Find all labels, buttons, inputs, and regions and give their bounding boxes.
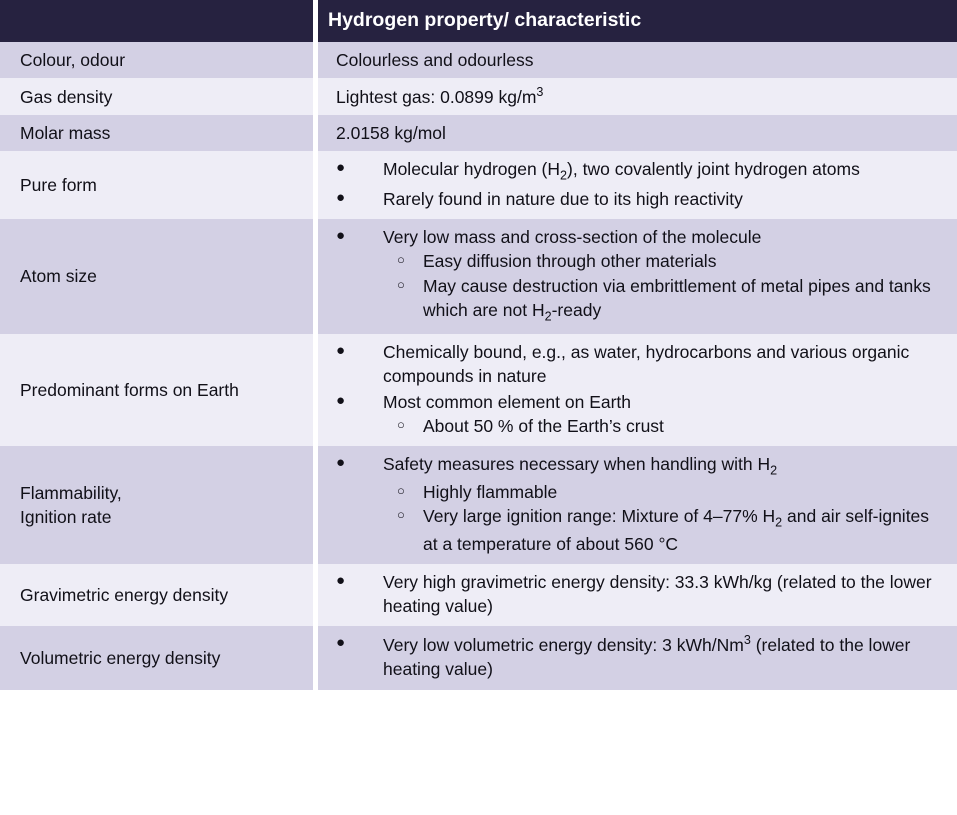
sub-bullet-item [383, 249, 945, 273]
bullet-dot-icon: ● [336, 189, 346, 207]
table-row [0, 446, 957, 564]
row-label: Atom size [0, 219, 313, 333]
bullet-text-cont: (related to the lower heating value) [383, 635, 911, 680]
row-label: Colour, odour [0, 42, 313, 78]
bullet-text: Very large ignition range: Mixture of 4–77% H [423, 506, 776, 527]
bullet-item [328, 570, 945, 618]
bullet-item [328, 157, 945, 185]
bullet-text: Most common element on Earth [383, 391, 632, 412]
row-value [318, 446, 957, 564]
bullet-circle-icon: ○ [397, 483, 405, 498]
bullet-dot-icon: ● [336, 341, 346, 359]
bullet-text: Very high gravimetric energy density: 33.3 kWh/kg (related to the lower heating value) [383, 572, 932, 617]
table-row [0, 219, 957, 333]
bullet-dot-icon: ● [336, 572, 346, 590]
row-label: Predominant forms on Earth [0, 334, 313, 447]
bullet-list [328, 570, 945, 618]
row-label: Flammability, Ignition rate [0, 446, 313, 564]
sub-bullet-item [383, 414, 945, 438]
value-text [328, 84, 945, 109]
bullet-circle-icon: ○ [397, 252, 405, 268]
bullet-circle-icon: ○ [397, 276, 405, 292]
bullet-text-cont: ), two covalently joint hydrogen atoms [567, 159, 860, 180]
bullet-list [328, 340, 945, 439]
row-value [318, 151, 957, 219]
bullet-dot-icon: ● [336, 391, 346, 409]
bullet-list [328, 452, 945, 556]
bullet-item [328, 452, 945, 556]
value-text: Colourless and odourless [336, 50, 534, 70]
sub-bullet-list [383, 249, 945, 325]
row-value [318, 115, 957, 151]
row-value [318, 78, 957, 115]
bullet-list [328, 157, 945, 211]
bullet-item [328, 390, 945, 438]
bullet-item [328, 225, 945, 325]
bullet-list [328, 632, 945, 681]
subscript-text: 2 [560, 168, 568, 183]
row-value [318, 42, 957, 78]
row-label: Molar mass [0, 115, 313, 151]
subscript-text: 2 [775, 515, 783, 530]
superscript-text: 3 [536, 85, 544, 100]
bullet-text: Rarely found in nature due to its high reactivity [383, 189, 743, 210]
bullet-text: Easy diffusion through other materials [423, 251, 717, 272]
row-label: Gravimetric energy density [0, 564, 313, 626]
table-row [0, 42, 957, 78]
sub-bullet-item [383, 504, 945, 556]
header-cell-value-column: Hydrogen property/ characteristic [318, 0, 957, 42]
row-value [318, 219, 957, 333]
table-body [0, 42, 957, 690]
header-row [0, 0, 957, 42]
table-row [0, 334, 957, 447]
table-row [0, 564, 957, 626]
table-row [0, 626, 957, 689]
row-value [318, 564, 957, 626]
bullet-text-cont: and air self-ignites at a temperature of about 560 °C [423, 506, 930, 555]
bullet-list [328, 225, 945, 325]
sub-bullet-list [383, 480, 945, 556]
table-header [0, 0, 957, 42]
subscript-text: 2 [770, 463, 778, 478]
subscript-text: 2 [544, 309, 552, 324]
row-label: Gas density [0, 78, 313, 115]
bullet-text: Very low volumetric energy density: 3 kWh/Nm [383, 635, 744, 656]
bullet-item [328, 632, 945, 681]
header-cell-label-column [0, 0, 313, 42]
bullet-circle-icon: ○ [397, 416, 405, 432]
bullet-text: Molecular hydrogen (H [383, 159, 561, 180]
row-value [318, 334, 957, 447]
table-row [0, 115, 957, 151]
table-row [0, 151, 957, 219]
bullet-text: Very low mass and cross-section of the molecule [383, 227, 762, 248]
bullet-dot-icon: ● [336, 159, 346, 177]
sub-bullet-item [383, 274, 945, 326]
bullet-dot-icon: ● [336, 454, 346, 472]
bullet-text: About 50 % of the Earth’s crust [423, 415, 664, 436]
row-value [318, 626, 957, 689]
bullet-text: Highly flammable [423, 482, 558, 502]
bullet-text: May cause destruction via embrittlement of metal pipes and tanks which are not H [423, 275, 931, 320]
row-label: Pure form [0, 151, 313, 219]
table-row [0, 78, 957, 115]
value-text-main: Lightest gas: 0.0899 kg/m [336, 86, 537, 107]
bullet-item [328, 340, 945, 388]
value-text: 2.0158 kg/mol [336, 123, 446, 144]
bullet-text-cont: -ready [551, 299, 602, 320]
sub-bullet-list [383, 414, 945, 438]
bullet-dot-icon: ● [336, 634, 346, 652]
bullet-dot-icon: ● [336, 227, 346, 245]
row-label: Volumetric energy density [0, 626, 313, 689]
bullet-item [328, 187, 945, 211]
bullet-text: Chemically bound, e.g., as water, hydrocarbons and various organic compounds in nature [383, 341, 910, 386]
bullet-circle-icon: ○ [397, 507, 405, 523]
sub-bullet-item [383, 480, 945, 504]
bullet-text: Safety measures necessary when handling with H [383, 454, 771, 475]
superscript-text: 3 [743, 633, 751, 648]
